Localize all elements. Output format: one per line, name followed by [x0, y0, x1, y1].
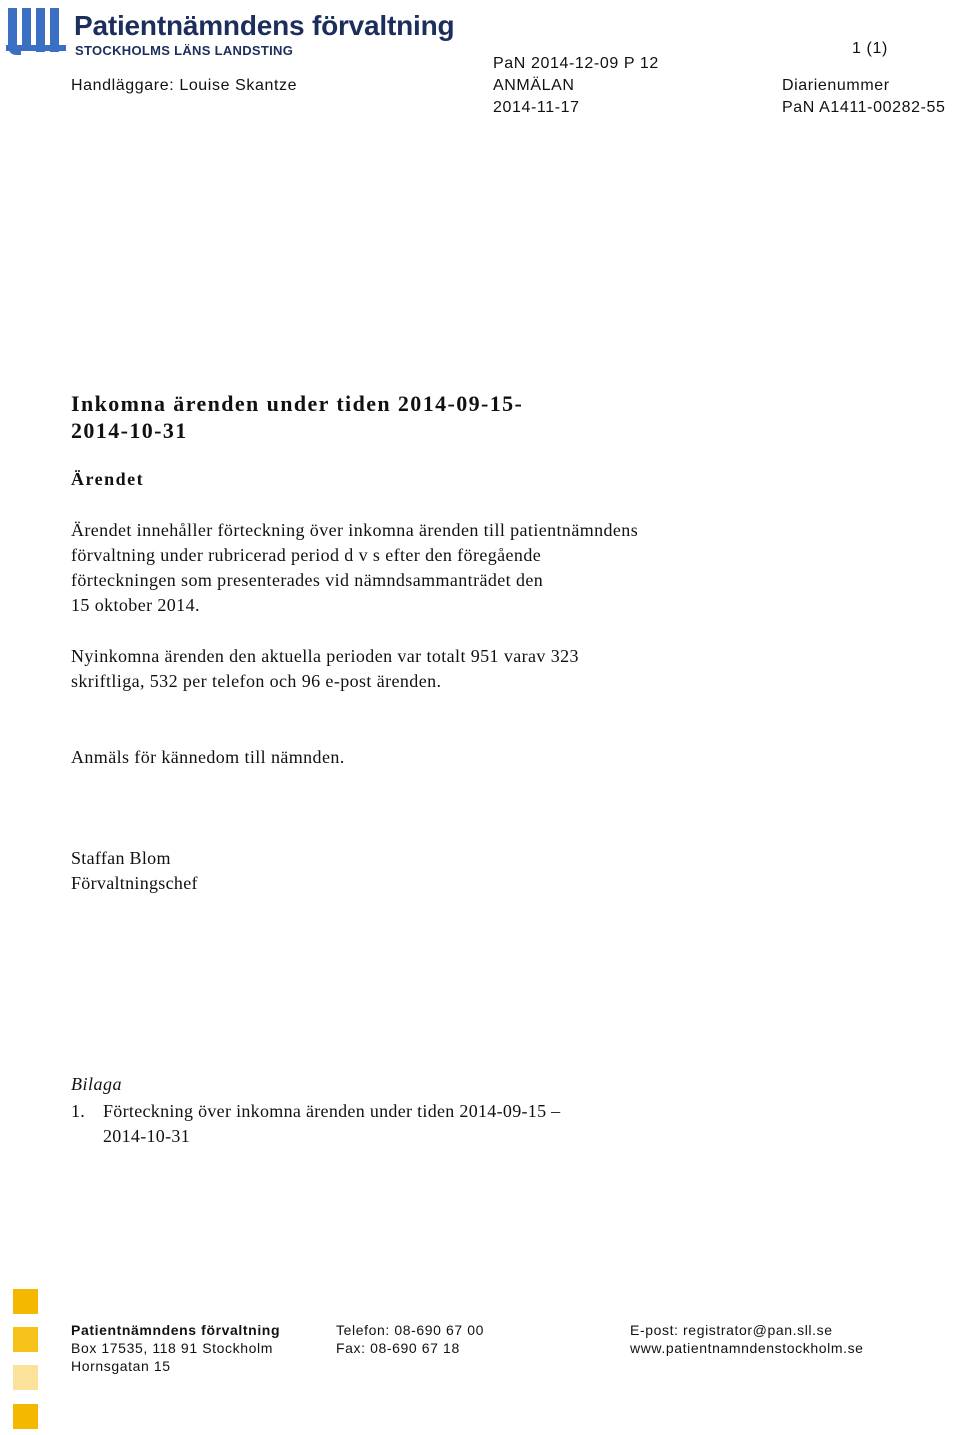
logo-subtitle: STOCKHOLMS LÄNS LANDSTING [75, 43, 294, 58]
paragraph-2-line: skriftliga, 532 per telefon och 96 e-post ärenden. [71, 671, 442, 691]
footer-square-2 [13, 1327, 38, 1352]
title-line-2: 2014-10-31 [71, 418, 188, 443]
paragraph-2 [71, 644, 711, 694]
footer-square-4 [13, 1404, 38, 1429]
footer-email-link[interactable]: E-post: registrator@pan.sll.se [630, 1322, 833, 1338]
handler-label: Handläggare: Louise Skantze [71, 77, 298, 94]
footer-address-line: Box 17535, 118 91 Stockholm [71, 1340, 273, 1356]
attachments-label: Bilaga [71, 1074, 122, 1094]
diary-label: Diarienummer [782, 77, 890, 94]
footer-address-line: Hornsgatan 15 [71, 1358, 171, 1374]
attachment-line: 2014-10-31 [103, 1126, 190, 1146]
diary-number: PaN A1411-00282-55 [782, 99, 946, 116]
page-number: 1 (1) [852, 40, 888, 57]
footer-web-link[interactable]: www.patientnamndenstockholm.se [630, 1340, 864, 1356]
document-date: 2014-11-17 [493, 99, 580, 116]
paragraph-3: Anmäls för kännedom till nämnden. [71, 747, 345, 767]
footer-phone-block [336, 1321, 484, 1357]
footer-square-3 [13, 1365, 38, 1390]
paragraph-1-line: förteckningen som presenterades vid nämndsammanträdet den [71, 570, 544, 590]
paragraph-2-line: Nyinkomna ärenden den aktuella perioden var totalt 951 varav 323 [71, 646, 579, 666]
signatory-title: Förvaltningschef [71, 873, 198, 893]
title-line-1: Inkomna ärenden under tiden 2014-09-15- [71, 391, 524, 416]
document-type: ANMÄLAN [493, 77, 575, 94]
footer-square-1 [13, 1289, 38, 1314]
meeting-reference: PaN 2014-12-09 P 12 [493, 55, 659, 72]
section-heading: Ärendet [71, 469, 145, 489]
attachment-item [71, 1099, 691, 1149]
sll-logo-icon [6, 8, 66, 58]
footer-contact-block [630, 1321, 864, 1357]
paragraph-1-line: 15 oktober 2014. [71, 595, 200, 615]
signatory-name: Staffan Blom [71, 848, 171, 868]
footer-fax: Fax: 08-690 67 18 [336, 1340, 460, 1356]
document-title [71, 390, 671, 444]
attachment-text [103, 1099, 560, 1149]
attachment-number: 1. [71, 1101, 86, 1121]
signature-block [71, 846, 198, 896]
paragraph-1 [71, 518, 771, 618]
footer-phone: Telefon: 08-690 67 00 [336, 1322, 485, 1338]
attachment-line: Förteckning över inkomna ärenden under tiden 2014-09-15 – [103, 1101, 561, 1121]
paragraph-1-line: förvaltning under rubricerad period d v s efter den föregående [71, 545, 542, 565]
logo-title: Patientnämndens förvaltning [74, 10, 455, 41]
footer-org-name: Patientnämndens förvaltning [71, 1322, 281, 1338]
footer-address [71, 1321, 280, 1375]
paragraph-1-line: Ärendet innehåller förteckning över inkomna ärenden till patientnämndens [71, 520, 639, 540]
